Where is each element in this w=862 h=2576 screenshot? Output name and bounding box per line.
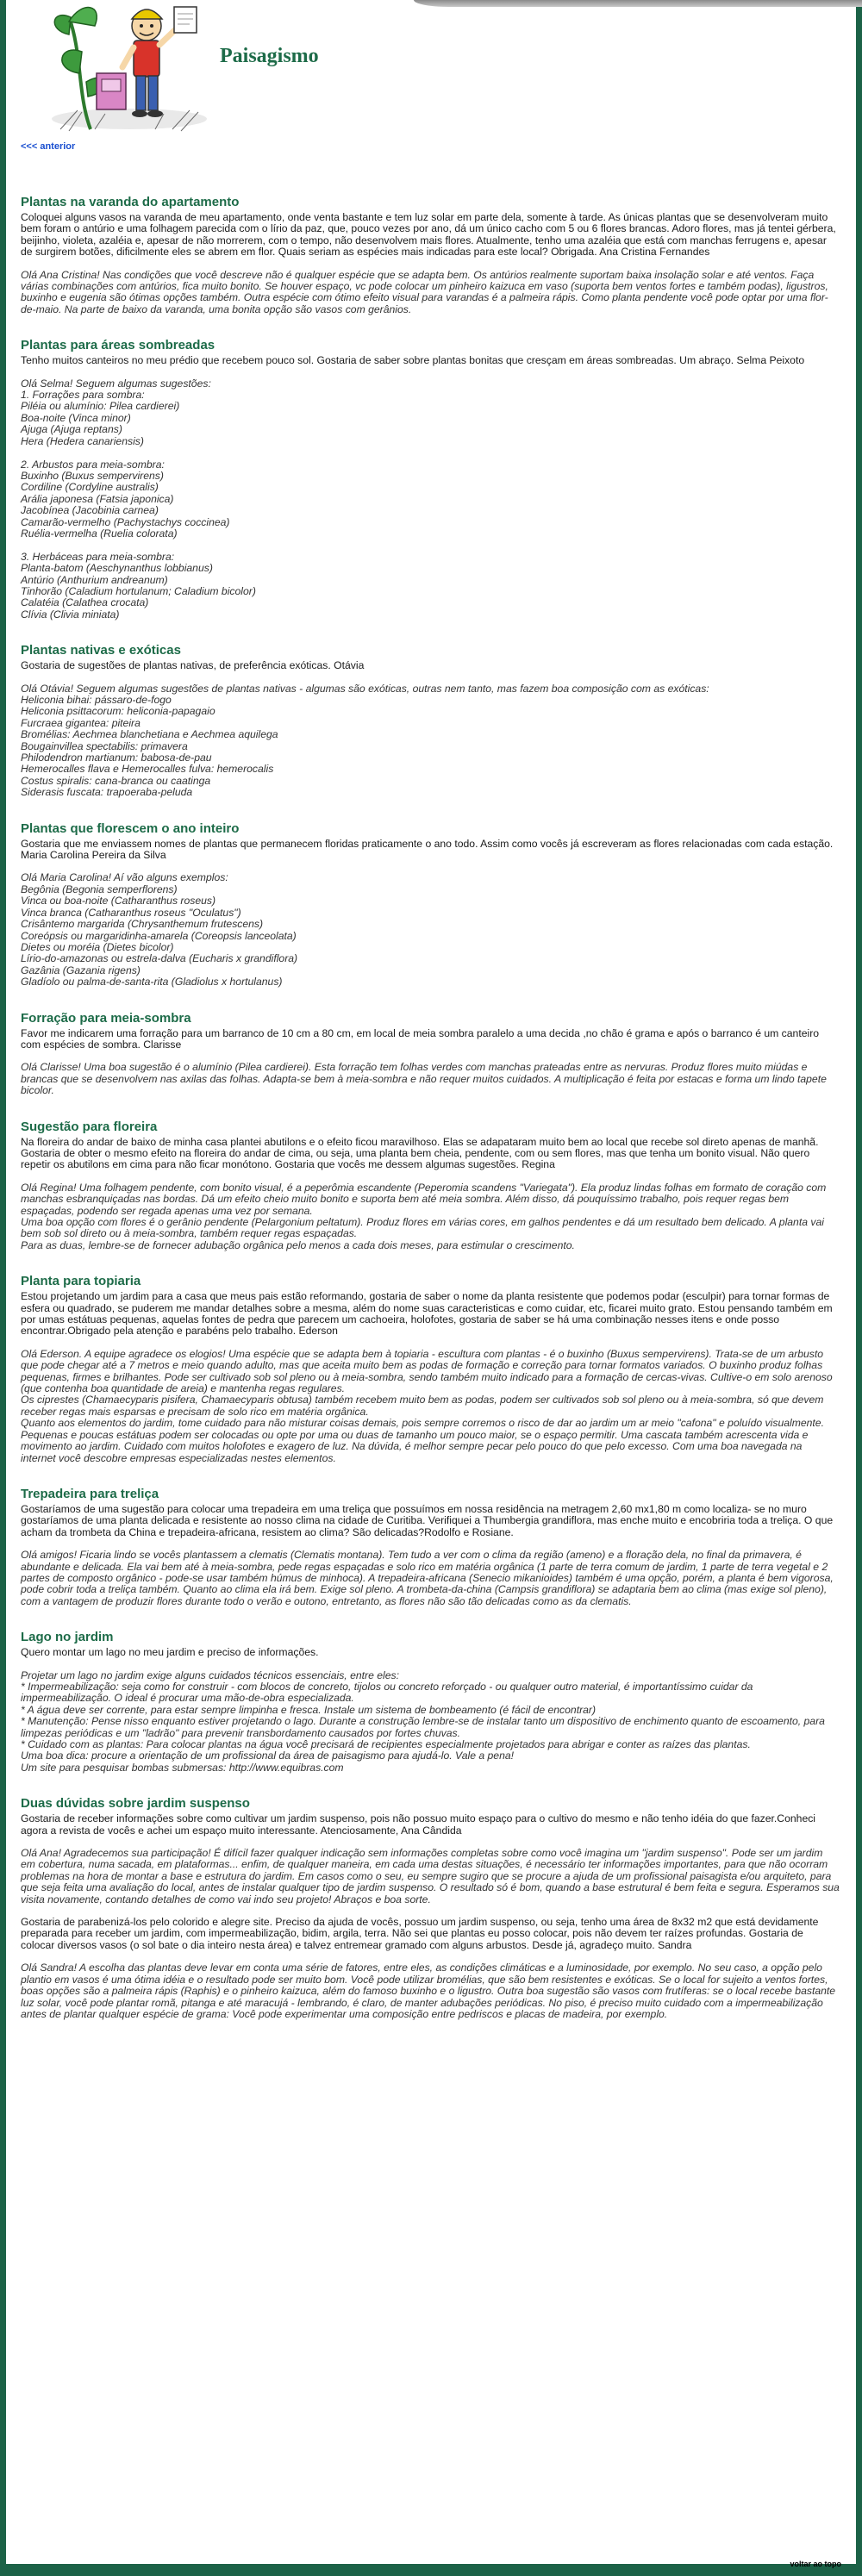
answer-text: Olá Otávia! Seguem algumas sugestões de plantas nativas - algumas são exóticas, outras nem tanto, mas fazem boa composição com as exóticas: Heliconia bihai: pássaro-de-fogo Heliconia psittacorum: heliconia-papagaio Furcraea gigantea: piteira Bromélias: Aechmea blanchetiana e Aechmea aquilega Bougainvillea spectabilis: primavera Philodendron martianum: babosa-de-pau Hemerocalles flava e Hemerocalles fulva: hemerocalis Costus spiralis: cana-branca ou caatinga Siderasis fuscata: trapoeraba-peluda [21,682,709,799]
site-title: Paisagismo [220,45,319,67]
section-title: Sugestão para floreira [21,1119,158,1134]
page-frame-right [856,0,862,2576]
qa-section [21,1120,840,1252]
qa-section [21,1487,840,1607]
question-text: Coloquei alguns vasos na varanda de meu apartamento, onde venta bastante e tem luz solar em parte dela, somente à tarde. As únicas plantas que se desenvolveram muito bem foram o antúrio e uma folhagem parecida com o lírio da paz, que, pouco vezes por ano, dá um único cacho com 5 ou 6 flores brancas. Adoro flores, mas já tentei gérbera, beijinho, violeta, azaléia e, apesar de não morrerem, com o tempo, não desenvolvem mais flores. Atualmente, tenho uma azaléia que está com manchas ferrugens e, apesar de surgirem botões, dificilmente eles se abrem em flor. Quais seriam as espécies mais indicadas para este local? Obrigada. Ana Cristina Fernandes [21,211,836,259]
question-text: Estou projetando um jardim para a casa que meus pais estão reformando, gostaria de saber o nome da planta resistente que podemos podar (esculpir) para tornar formas de esfera ou quadrado, se puderem me mandar detalhes sobre a mesma, além do nome suas caracteristicas e como cuidar, etc, ficarei muito grato. Estou pensando também em por umas estátuas pequenas, aquelas fontes de pedra que parecem um cachoeira, holofotes, gostaria de saber se há uma combinação nesses itens e onde posso encontrar.Obrigado pela atenção e parabéns pelo trabalho. Ederson [21,1290,833,1338]
question-text: Tenho muitos canteiros no meu prédio que recebem pouco sol. Gostaria de saber sobre plantas bonitas que cresçam em áreas sombreadas. Um abraço. Selma Peixoto [21,354,805,367]
qa-section [21,1630,840,1774]
question-text: Gostaria de receber informações sobre como cultivar um jardim suspenso, pois não possuo muito espaço para o cultivo do mesmo e não tenho idéia do que fazer.Conheci agora a revista de vocês e achei um espaço muito interessante. Atenciosamente, Ana Cândida [21,1812,816,1837]
qa-section [21,195,840,315]
answer-text: Projetar um lago no jardim exige alguns cuidados técnicos essenciais, entre eles: * Impermeabilização: seja como for construir - com blocos de concreto, tijolos ou concreto reforçado - ou qualquer outro material, é importantíssimo cuidar da impermeabilização. O ideal é procurar uma mão-de-obra especializada. * A água deve ser corrente, para estar sempre limpinha e fresca. Instale um sistema de bombeamento (é fácil de encontrar) * Manutenção: Pense nisso enquanto estiver projetando o lago. Durante a construção lembre-se de instalar tanto um dispositivo de enchimento quanto de escoamento, para limpezas periódicas e um "ladrão" para prevenir transbordamento causados por fortes chuvas. * Cuidado com as plantas: Para colocar plantas na água você precisará de recipientes especialmente projetados para abrigar e conter as raízes das plantas. Uma boa dica: procure a orientação de um profissional da área de paisagismo para ajudá-lo. Vale a pena! Um site para pesquisar bombas submersas: http://www.equibras.com [21,1668,825,1774]
question-text: Gostaria de parabenizá-los pelo colorido e alegre site. Preciso da ajuda de vocês, possuo um jardim suspenso, ou seja, tenho uma área de 8x32 m2 que está devidamente preparada para receber um jardim, com impermeabilização, bidim, argila, terra. Não sei que plantas eu posso colocar, pois não devem ter raízes profundas. Gostaria de colocar diversos vasos (o sol bate o dia inteiro nesta área) e talvez entremear gramado com alguns arbustos. Desde já, agradeço muito. Sandra [21,1916,819,1951]
section-title: Duas dúvidas sobre jardim suspenso [21,1796,250,1812]
gardener-mascot-logo-icon [43,0,216,134]
answer-text: Olá amigos! Ficaria lindo se vocês plantassem a clematis (Clematis montana). Tem tudo a ver com o clima da região (ameno) e a floração dela, no final da primavera, é abundante e delicada. Ela vai bem até à meia-sombra, pede regas espaçadas e solo rico em matéria orgânica (1 parte de terra comum de jardim, 1 parte de terra vegetal e 2 partes de composto orgânico - pode-se usar também húmus de minhoca). A trepadeira-africana (Senecio mikanioides) também é uma opção, porém, a planta é bem vigorosa, pode cobrir toda a treliça também. Quanto ao clima ela irá bem. Exige sol pleno. A trombeta-da-china (Campsis grandiflora) se adaptaria bem ao clima (mas exige sol pleno), com a vantagem de produzir flores durante todo o verão e outono, entretanto, as flores não são tão delicadas como as da clematis. [21,1549,834,1607]
question-text: Quero montar um lago no meu jardim e preciso de informações. [21,1646,319,1659]
answer-text: Olá Ana! Agradecemos sua participação! É difícil fazer qualquer indicação sem informações completas sobre como você imagina um "jardim suspenso". Pode ser um jardim em cobertura, numa sacada, em plataformas... enfim, de qualquer maneira, em cada uma destas situações, é necessário ter informações importantes, para que não ocorram problemas na hora de montar a base e estrutura do jardim. Em casos como o seu, eu sempre sugiro que se procure a ajuda de um profissional paisagista e/ou arquiteto, para que seja feita uma avaliação do local, antes de instalar qualquer tipo de jardim suspenso. O resultado só é bom, quando a base estrutural é bem feita e segura. Esperamos sua visita novamente, contando detalhes de como vai indo seu projeto! Abraços e boa sorte. [21,1847,840,1905]
answer-text: Olá Clarisse! Uma boa sugestão é o alumínio (Pilea cardierei). Esta forração tem folhas verdes com manchas prateadas entre as nervuras. Produz flores muito miúdas e brancas que se desenvolvem nas axilas das folhas. Adapta-se bem à meia-sombra e não requer muitos cuidados. A multiplicação é feita por estacas e forma um lindo tapete bicolor. [21,1061,827,1097]
qa-section [21,1796,840,2020]
section-title: Plantas para áreas sombreadas [21,338,216,353]
answer-text: Olá Selma! Seguem algumas sugestões: 1. Forrações para sombra: Piléia ou alumínio: Pilea cardierei) Boa-noite (Vinca minor) Ajuga (Ajuga reptans) Hera (Hedera canariensis) 2. Arbustos para meia-sombra: Buxinho (Buxus sempervirens) Cordiline (Cordyline australis) Arália japonesa (Fatsia japonica) Jacobínea (Jacobinia carnea) Camarão-vermelho (Pachystachys coccinea) Ruélia-vermelha (Ruelia colorata) 3. Herbáceas para meia-sombra: Planta-batom (Aeschynanthus lobbianus) Antúrio (Anthurium andreanum) Tinhorão (Caladium hortulanum; Caladium bicolor) Calatéia (Calathea crocata) Clívia (Clivia miniata) [21,377,256,621]
question-text: Favor me indicarem uma forração para um barranco de 10 cm a 80 cm, em local de meia sombra paralelo a uma decida ,no chão é grama e após o barranco é um canteiro com espécies de sombra. Clarisse [21,1026,820,1051]
qa-content [21,195,840,2043]
page-frame-bottom [0,2564,862,2576]
answer-text: Olá Regina! Uma folhagem pendente, com bonito visual, é a peperômia escandente (Peperomia scandens "Variegata"). Ela produz lindas folhas em formato de coração com manchas esbranquiçadas nas bordas. Dá um efeito cheio muito bonito e suporta bem até meia sombra. Além disso, dá pouquíssimo trabalho, pois requer regas bem espaçadas, podendo ser regada apenas uma vez por semana. Uma boa opção com flores é o gerânio pendente (Pelargonium peltatum). Produz flores em várias cores, em galhos pendentes e dá um resultado bem delicado. A planta vai bem sob sol direto ou à meia-sombra, também requer regas espaçadas. Para as duas, lembre-se de fornecer adubação orgânica pelo menos a cada dois meses, para estimular o crescimento. [21,1181,827,1251]
site-header [43,0,388,134]
back-link[interactable]: <<< anterior [21,141,76,152]
answer-text: Olá Sandra! A escolha das plantas deve levar em conta uma série de fatores, entre eles, as condições climáticas e a luminosidade, por exemplo. No seu caso, a opção pelo plantio em vasos é uma ótima idéia e o resultado pode ser muito bom. Você pode utilizar bromélias, que são bem resistentes e exóticas. Se o local for sujeito a ventos fortes, boas opções são a palmeira rápis (Raphis) e o pinheiro kaizuca, além do famoso buxinho e o ligustro. Outra boa sugestão são vasos com frutíferas: se o local recebe bastante luz solar, você pode plantar romã, pitanga e até maracujá - lembrando, é claro, de manter adubações periódicas. No piso, é preciso muito cuidado com a impermeabilização antes de plantar qualquer espécie de grama: Você pode experimentar uma composição entre pedriscos e placas de madeira, por exemplo. [21,1962,836,2020]
question-text: Gostaria que me enviassem nomes de plantas que permanecem floridas praticamente o ano todo. Assim como vocês já escreveram as flores relacionadas com cada estação. Maria Carolina Pereira da Silva [21,837,834,862]
answer-text: Olá Ana Cristina! Nas condições que você descreve não é qualquer espécie que se adapta bem. Os antúrios realmente suportam baixa insolação solar e até ventos. Faça várias combinações com antúrios, fica muito bonito. Se houver espaço, vc pode colocar um pinheiro kaizuca em vaso (suporta bem ventos fortes e também podas), ligustros, buxinho e eugenia são ótimas opções também. Outra espécie com ótimo efeito visual para varandas é a palmeira rápis. Como planta pendente você pode optar por uma flor-de-maio. Na parte de baixo da varanda, uma bonita opção são vasos com gerânios. [21,268,828,315]
question-text: Gostaríamos de uma sugestão para colocar uma trepadeira em uma treliça que possuímos em nossa residência na metragem 2,60 mx1,80 m como localiza- se no muro gostaríamos de uma planta delicada e resistente ao nosso clima na cidade de Curitiba. Verifiquei a Thumbergia grandiflora, mas enche muito e encobriria toda a treliça. O que acham da trombeta da China e trepadeira-africana, resistem ao clima? São delicadas?Rodolfo e Rosiane. [21,1502,834,1538]
qa-section [21,338,840,621]
section-title: Plantas na varanda do apartamento [21,195,240,209]
back-to-top-link[interactable]: voltar ao topo [790,2560,841,2568]
answer-text: Olá Maria Carolina! Aí vão alguns exemplos: Begônia (Begonia semperflorens) Vinca ou boa-noite (Catharanthus roseus) Vinca branca (Catharanthus roseus "Oculatus") Crisântemo margarida (Chrysanthemum frutescens) Coreópsis ou margaridinha-amarela (Coreopsis lanceolata) Dietes ou moréia (Dietes bicolor) Lírio-do-amazonas ou estrela-dalva (Eucharis x grandiflora) Gazânia (Gazania rigens) Gladíolo ou palma-de-santa-rita (Gladiolus x hortulanus) [21,871,298,989]
qa-section [21,1274,840,1464]
section-title: Planta para topiaria [21,1274,141,1289]
qa-section [21,1011,840,1097]
section-title: Trepadeira para treliça [21,1486,159,1501]
question-text: Gostaria de sugestões de plantas nativas, de preferência exóticas. Otávia [21,659,365,672]
answer-text: Olá Ederson. A equipe agradece os elogios! Uma espécie que se adapta bem à topiaria - escultura com plantas - é o buxinho (Buxus sempervirens). Trata-se de um arbusto que pode chegar até a 7 metros e meio quando adulto, mas que aceita muito bem as podas de formação e correção para tornar formatos variados. O buxinho produz folhas pequenas, firmes e brilhantes. Pode ser cultivado sob sol pleno ou à meia-sombra, sendo também muito indicado para a formação de cercas-vivas. Cultive-o em solo arenoso (que contenha boa quantidade de areia) e mantenha regas regulares. Os ciprestes (Chamaecyparis pisifera, Chamaecyparis obtusa) também recebem muito bem as podas, podem ser cultivados sob sol pleno ou à meia-sombra, só que devem receber regas mais esparsas e precisam de solo rico em matéria orgânica. Quanto aos elementos do jardim, tome cuidado para não misturar coisas demais, pois sempre corremos o risco de dar ao jardim um ar meio "cafona" e poluído visualmente. Pequenas e poucas estátuas podem ser colocadas ou opte por uma ou duas de tamanho um pouco maior, se o espaço permitir. Uma cascata também acrescenta vida e movimento ao jardim. Cuidado com muitos holofotes e exagero de luz. Na dúvida, é melhor sempre pecar pelo pouco do que pelo excesso. Com uma boa navegada na internet você descobre empresas especializadas nestes elementos. [21,1347,833,1464]
top-decorative-bar [414,0,862,7]
section-title: Forração para meia-sombra [21,1010,191,1026]
section-title: Plantas que florescem o ano inteiro [21,820,240,836]
question-text: Na floreira do andar de baixo de minha casa plantei abutilons e o efeito ficou maravilhoso. Elas se adapataram muito bem ao local que recebe sol direto apenas de manhã. Gostaria de obter o mesmo efeito na floreira do andar de cima, ou seja, uma planta bem cheia, pendente, com ou sem flores, mas que tenha um bonito visual. Não quero repetir os abutilons em cima para não ficar monótono. Gostaria que vocês me dessem algumas sugestões. Regina [21,1135,819,1171]
qa-section [21,643,840,798]
section-title: Plantas nativas e exóticas [21,643,181,658]
page-frame-left [0,0,6,2576]
section-title: Lago no jardim [21,1630,114,1645]
qa-section [21,821,840,989]
